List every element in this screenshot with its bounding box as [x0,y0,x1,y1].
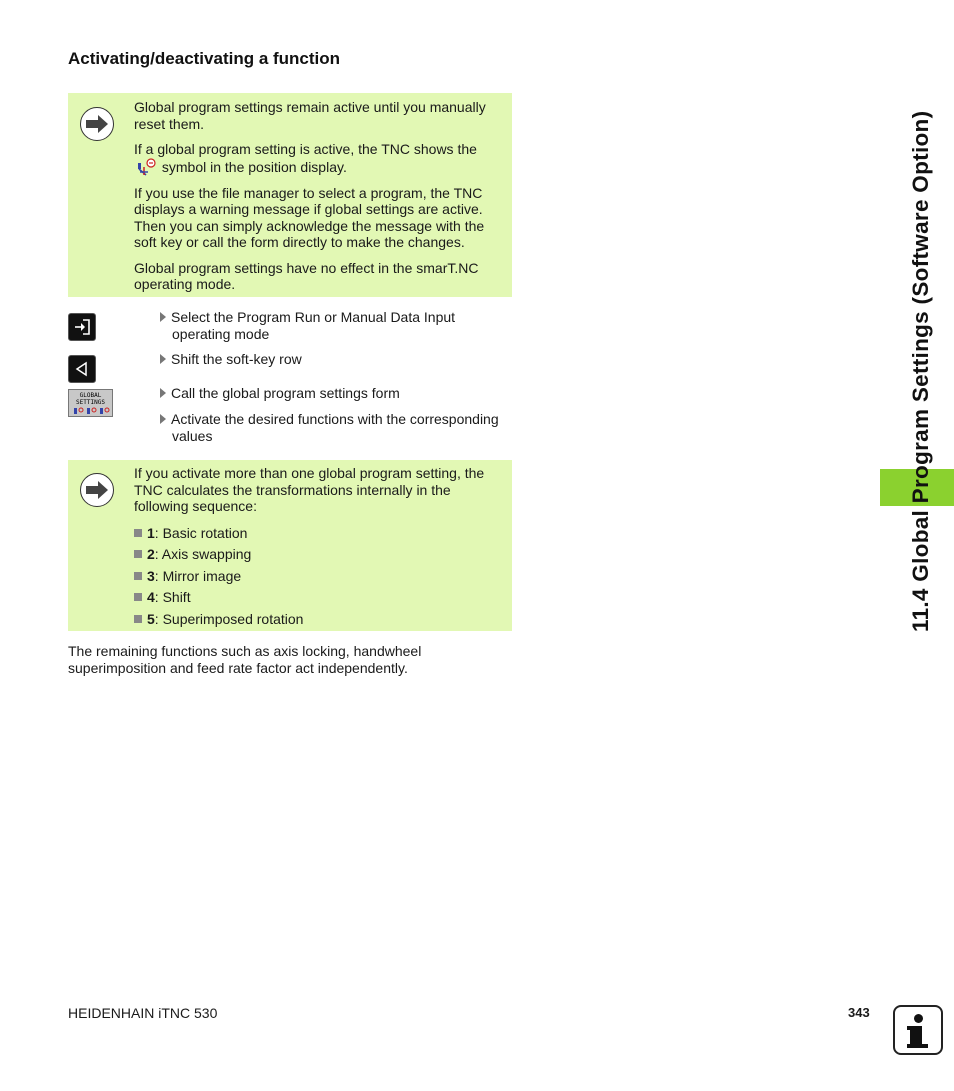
bullet-icon [134,572,142,580]
arrow-right-icon [80,107,114,141]
note-box-global-settings [68,93,512,297]
step-shift-softkey-row: Shift the soft-key row [160,351,514,368]
arrow-right-icon [80,473,114,507]
global-settings-softkey[interactable] [68,389,113,417]
step-marker-icon [160,388,166,398]
note-paragraph: If a global program setting is active, the TNC shows the symbol in the position display. [134,141,477,175]
note-text [134,99,502,302]
procedure-steps [68,309,512,449]
note-text [134,465,502,632]
program-run-key[interactable] [68,313,96,341]
note-box-sequence [68,460,512,631]
note-paragraph: Global program settings have no effect in the smarT.NC operating mode. [134,259,479,292]
list-item: 5: Superimposed rotation [134,611,502,628]
note-paragraph: Global program settings remain active until you manually reset them. [134,99,486,132]
list-item: 2: Axis swapping [134,546,502,563]
step-marker-icon [160,414,166,424]
step-select-mode: Select the Program Run or Manual Data Input operating mode [160,309,514,342]
bullet-icon [134,593,142,601]
bullet-icon [134,550,142,558]
page-number: 343 [848,1005,870,1020]
softkey-label: GLOBAL SETTINGS [76,392,105,406]
step-call-form: Call the global program settings form [160,385,514,402]
note-paragraph: If you use the file manager to select a program, the TNC displays a warning message if global settings are active. Then you can simply acknowledge the message with the soft key or call the form directly to make the changes. [134,184,485,250]
list-item: 4: Shift [134,589,502,606]
bullet-icon [134,615,142,623]
bullet-icon [134,529,142,537]
info-icon [893,1005,943,1055]
global-settings-symbol-icon [136,158,156,176]
step-activate-functions: Activate the desired functions with the corresponding values [160,411,514,444]
section-heading: Activating/deactivating a function [68,49,341,68]
remaining-functions-text: The remaining functions such as axis locking, handwheel superimposition and feed rate factor act independently. [68,643,422,676]
note-paragraph: If you activate more than one global program setting, the TNC calculates the transformations internally in the following sequence: [134,465,485,514]
step-marker-icon [160,312,166,322]
list-item: 1: Basic rotation [134,525,502,542]
list-item: 3: Mirror image [134,568,502,585]
chapter-side-title: 11.4 Global Program Settings (Software Option) [908,110,933,632]
step-marker-icon [160,354,166,364]
shift-softkey-row-key[interactable] [68,355,96,383]
footer-product: HEIDENHAIN iTNC 530 [68,1005,218,1021]
